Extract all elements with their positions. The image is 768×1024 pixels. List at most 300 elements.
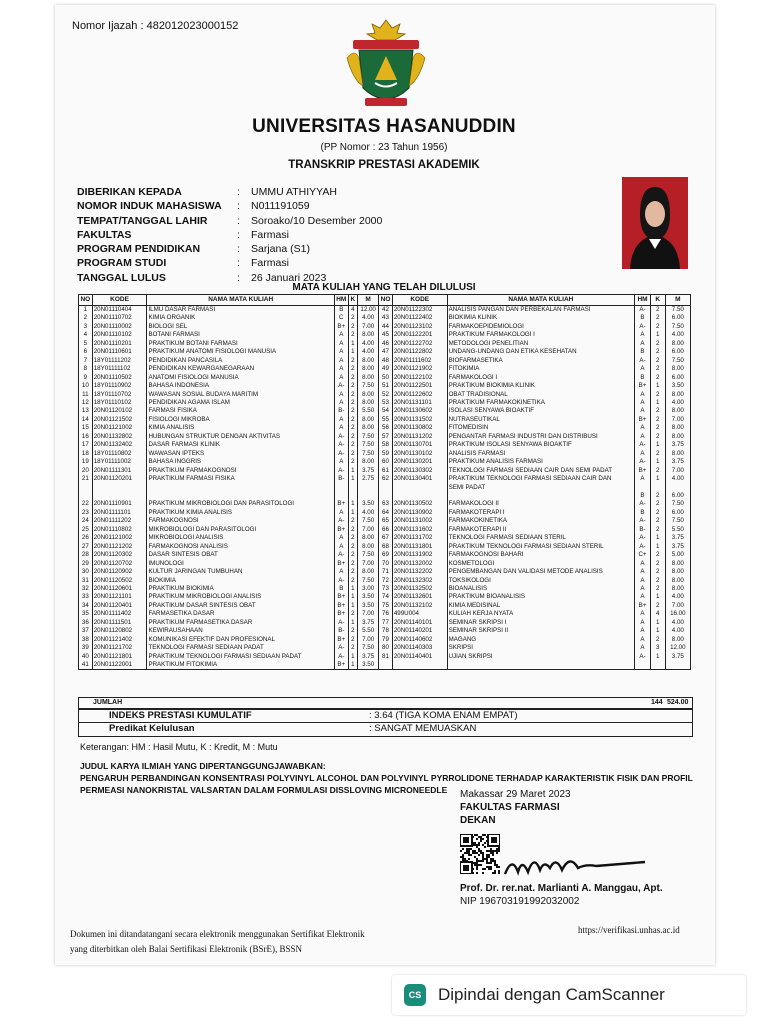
table-cell: FARMAKOLOGI II xyxy=(447,500,634,508)
table-cell: A xyxy=(334,458,348,466)
table-cell: 2 xyxy=(348,577,357,585)
table-cell: 3.75 xyxy=(358,467,379,475)
table-cell: 60 xyxy=(379,458,393,466)
table-cell: A xyxy=(635,644,651,652)
table-cell: ANALISIS FARMASI xyxy=(447,450,634,458)
table-cell: A xyxy=(635,365,651,373)
column-header: K xyxy=(650,295,665,306)
table-cell: A- xyxy=(635,357,651,365)
table-cell: 2 xyxy=(348,534,357,542)
table-cell: MIKROBIOLOGI DAN PARASITOLOGI xyxy=(147,526,334,534)
table-cell xyxy=(665,484,690,492)
table-cell: 6.00 xyxy=(665,374,690,382)
info-colon: : xyxy=(237,243,240,256)
table-cell: FARMAKOTERAPI I xyxy=(447,509,634,517)
table-cell: A- xyxy=(334,441,348,449)
table-cell: A xyxy=(635,585,651,593)
info-label: DIBERIKAN KEPADA xyxy=(77,186,182,198)
table-row xyxy=(79,340,691,348)
table-cell xyxy=(392,484,447,492)
table-cell: PRAKTIKUM TEKNOLOGI FARMASI SEDIAAN CAIR DAN xyxy=(447,475,634,483)
table-cell: KOSMETOLOGI xyxy=(447,560,634,568)
table-cell: 7.50 xyxy=(358,433,379,441)
table-cell: FARMAKOGNOSI ANALISIS xyxy=(147,543,334,551)
table-cell: 52 xyxy=(379,391,393,399)
table-cell: 50 xyxy=(379,374,393,382)
table-row xyxy=(79,484,691,492)
student-info-row xyxy=(77,215,382,229)
footer-note xyxy=(70,927,365,957)
table-cell: 8.00 xyxy=(358,374,379,382)
document-title: TRANSKRIP PRESTASI AKADEMIK xyxy=(288,159,480,171)
table-cell: PRAKTIKUM DASAR SINTESIS OBAT xyxy=(147,602,334,610)
table-cell: 1 xyxy=(348,475,357,483)
table-cell: 8.00 xyxy=(665,450,690,458)
table-cell: 45 xyxy=(379,331,393,339)
dean-nip: NIP 196703191992032002 xyxy=(460,896,580,907)
table-cell: 20N01111101 xyxy=(92,509,147,517)
table-cell: A- xyxy=(334,653,348,661)
table-row xyxy=(79,551,691,559)
table-cell: 20N01110802 xyxy=(92,526,147,534)
table-row xyxy=(79,509,691,517)
table-cell: BIOANALISIS xyxy=(447,585,634,593)
table-cell: 8.00 xyxy=(665,585,690,593)
table-cell: C xyxy=(334,314,348,322)
info-value: 26 Januari 2023 xyxy=(251,271,327,284)
table-cell: 2 xyxy=(348,627,357,635)
info-label: PROGRAM PENDIDIKAN xyxy=(77,243,201,256)
table-cell: A xyxy=(635,475,651,483)
table-cell: IMUNOLOGI xyxy=(147,560,334,568)
table-cell: 7.50 xyxy=(358,450,379,458)
table-cell: PRAKTIKUM TEKNOLOGI FARMASI SEDIAAN PADAT xyxy=(147,653,334,661)
table-cell: 2 xyxy=(348,560,357,568)
table-cell: 12.00 xyxy=(665,644,690,652)
table-cell: PENDIDIKAN KEWARGANEGARAAN xyxy=(147,365,334,373)
table-cell: 20N01110002 xyxy=(92,323,147,331)
table-cell: 1 xyxy=(348,585,357,593)
table-cell: PRAKTIKUM TEKNOLOGI FARMASI SEDIAAN STERIL xyxy=(447,543,634,551)
table-cell: 18Y01110102 xyxy=(92,399,147,407)
table-cell: SKRIPSI xyxy=(447,644,634,652)
table-cell: 2 xyxy=(650,340,665,348)
table-row xyxy=(79,416,691,424)
table-cell: A xyxy=(635,619,651,627)
table-cell: A- xyxy=(635,543,651,551)
verification-url[interactable]: https://verifikasi.unhas.ac.id xyxy=(578,925,680,935)
table-cell: PRAKTIKUM FITOKIMIA xyxy=(147,661,334,670)
table-cell: 2 xyxy=(650,636,665,644)
table-cell: 68 xyxy=(379,543,393,551)
table-cell: 5.50 xyxy=(358,407,379,415)
table-cell: 4.00 xyxy=(665,593,690,601)
table-cell xyxy=(392,492,447,500)
table-cell: PRAKTIKUM MIKROBIOLOGI ANALISIS xyxy=(147,593,334,601)
table-cell: 2 xyxy=(650,424,665,432)
info-colon: : xyxy=(237,200,240,213)
table-cell: 4.00 xyxy=(665,399,690,407)
table-row xyxy=(79,314,691,322)
table-cell: BIOLOGI SEL xyxy=(147,323,334,331)
keterangan: Keterangan: HM : Hasil Mutu, K : Kredit, M : Mutu xyxy=(80,742,278,752)
table-cell: 20N01140401 xyxy=(392,653,447,661)
table-cell: 20N01130502 xyxy=(392,500,447,508)
table-cell: 20N01121002 xyxy=(92,534,147,542)
table-cell: 1 xyxy=(650,475,665,483)
table-cell: 20N01131602 xyxy=(392,526,447,534)
table-cell: 1 xyxy=(348,661,357,670)
table-cell: 7.50 xyxy=(358,517,379,525)
table-row xyxy=(79,610,691,618)
table-cell: 40 xyxy=(79,653,93,661)
table-cell: ISOLASI SENYAWA BIOAKTIF xyxy=(447,407,634,415)
table-cell: 7.50 xyxy=(665,323,690,331)
table-cell: 2 xyxy=(650,560,665,568)
table-cell xyxy=(348,492,357,500)
table-cell: 2 xyxy=(79,314,93,322)
predikat-label: Predikat Kelulusan xyxy=(109,723,195,734)
table-cell: 2 xyxy=(348,399,357,407)
table-cell: 20N01122602 xyxy=(392,391,447,399)
table-cell xyxy=(665,661,690,670)
table-cell: FITOKIMIA xyxy=(447,365,634,373)
table-cell: 49 xyxy=(379,365,393,373)
table-cell xyxy=(650,484,665,492)
table-cell: A xyxy=(635,593,651,601)
table-cell: 5.50 xyxy=(665,526,690,534)
table-cell: 2 xyxy=(650,365,665,373)
table-cell: 8.00 xyxy=(358,424,379,432)
table-cell: 2 xyxy=(650,526,665,534)
table-cell: 7.00 xyxy=(358,560,379,568)
table-cell: BIOFARMASETIKA xyxy=(447,357,634,365)
table-cell: 17 xyxy=(79,441,93,449)
table-cell xyxy=(379,661,393,670)
table-cell: 8.00 xyxy=(665,433,690,441)
table-cell: A xyxy=(635,340,651,348)
table-cell: PENDIDIKAN PANCASILA xyxy=(147,357,334,365)
table-row xyxy=(79,475,691,483)
table-cell: 58 xyxy=(379,441,393,449)
table-cell: 20N01110901 xyxy=(92,500,147,508)
table-cell: PRAKTIKUM BIOANALISIS xyxy=(447,593,634,601)
table-cell: A xyxy=(334,399,348,407)
table-cell: 2 xyxy=(650,391,665,399)
table-cell: 65 xyxy=(379,517,393,525)
table-cell: PENDIDIKAN AGAMA ISLAM xyxy=(147,399,334,407)
table-cell: PENGEMBANGAN DAN VALIDASI METODE ANALISIS xyxy=(447,568,634,576)
table-row xyxy=(79,602,691,610)
table-cell: B+ xyxy=(334,602,348,610)
student-info xyxy=(77,186,382,286)
table-cell: A- xyxy=(635,517,651,525)
table-cell: A- xyxy=(635,306,651,315)
table-cell: 18Y01110702 xyxy=(92,391,147,399)
table-cell: 20N01122102 xyxy=(392,374,447,382)
table-cell: 2 xyxy=(650,467,665,475)
table-cell: 1 xyxy=(348,593,357,601)
table-cell: 36 xyxy=(79,619,93,627)
column-header: NO xyxy=(79,295,93,306)
table-cell: 20N01111202 xyxy=(92,517,147,525)
table-cell: UNDANG-UNDANG DAN ETIKA KESEHATAN xyxy=(447,348,634,356)
table-cell: 1 xyxy=(650,458,665,466)
table-row xyxy=(79,534,691,542)
table-cell: A xyxy=(334,357,348,365)
table-cell: 20N01122201 xyxy=(392,331,447,339)
table-cell: 8.00 xyxy=(358,534,379,542)
table-cell: 2 xyxy=(348,323,357,331)
table-cell: ILMU DASAR FARMASI xyxy=(147,306,334,315)
table-cell: PRAKTIKUM BIOKIMIA xyxy=(147,585,334,593)
table-cell: 78 xyxy=(379,627,393,635)
table-cell: B+ xyxy=(635,382,651,390)
table-cell: 2 xyxy=(348,636,357,644)
table-cell: 16.00 xyxy=(665,610,690,618)
table-cell: 2 xyxy=(650,509,665,517)
table-cell: WAWASAN IPTEKS xyxy=(147,450,334,458)
table-cell: 47 xyxy=(379,348,393,356)
table-cell: 20N01131202 xyxy=(392,433,447,441)
table-row xyxy=(79,492,691,500)
table-cell: 53 xyxy=(379,399,393,407)
table-cell: 48 xyxy=(379,357,393,365)
table-cell: A xyxy=(635,568,651,576)
table-cell xyxy=(650,661,665,670)
table-cell: 77 xyxy=(379,619,393,627)
table-cell: A xyxy=(334,340,348,348)
table-cell: 20N01110502 xyxy=(92,374,147,382)
table-cell: OBAT TRADISIONAL xyxy=(447,391,634,399)
table-cell: 20N01132601 xyxy=(392,593,447,601)
table-cell: 1 xyxy=(650,441,665,449)
table-cell: SEMI PADAT xyxy=(447,484,634,492)
table-cell: 2 xyxy=(650,374,665,382)
table-cell: DASAR FARMASI KLINIK xyxy=(147,441,334,449)
table-cell xyxy=(79,492,93,500)
table-cell: 2 xyxy=(650,517,665,525)
table-cell: 7.00 xyxy=(358,526,379,534)
table-cell: 3.75 xyxy=(665,534,690,542)
table-cell: A- xyxy=(334,577,348,585)
student-info-row xyxy=(77,229,382,243)
table-cell: 3.75 xyxy=(665,441,690,449)
table-row xyxy=(79,323,691,331)
table-cell: A- xyxy=(334,433,348,441)
table-cell: 42 xyxy=(379,306,393,315)
table-cell: 20N01120502 xyxy=(92,577,147,585)
table-cell: SEMINAR SKRIPSI II xyxy=(447,627,634,635)
table-cell: 37 xyxy=(79,627,93,635)
info-colon: : xyxy=(237,257,240,270)
table-cell: PRAKTIKUM KIMIA ANALISIS xyxy=(147,509,334,517)
table-cell: 2 xyxy=(650,416,665,424)
table-cell: 2 xyxy=(650,602,665,610)
table-row xyxy=(79,441,691,449)
table-row xyxy=(79,627,691,635)
table-cell: 28 xyxy=(79,551,93,559)
table-cell: 75 xyxy=(379,602,393,610)
predikat-value: : SANGAT MEMUASKAN xyxy=(369,723,477,734)
table-cell: A xyxy=(635,610,651,618)
table-cell: 20N01121202 xyxy=(92,543,147,551)
thesis-title: PENGARUH PERBANDINGAN KONSENTRASI POLYVINYL ALCOHOL DAN POLYVINYL PYRROLIDONE TERHADAP KARAKTERISTIK FISIK DAN PROFIL PERMEASI NANOKRISTAL VALSARTAN DALAM FORMULASI DISSLOVING MICRONEEDLE xyxy=(80,773,693,795)
table-cell: 8.00 xyxy=(665,568,690,576)
table-cell: B+ xyxy=(334,560,348,568)
table-cell: BIOKIMIA KLINIK xyxy=(447,314,634,322)
sign-role: DEKAN xyxy=(460,815,496,826)
table-cell: A- xyxy=(635,323,651,331)
table-row xyxy=(79,450,691,458)
table-cell: FARMAKOGNOSI BAHARI xyxy=(447,551,634,559)
table-cell: 38 xyxy=(79,636,93,644)
column-header: M xyxy=(665,295,690,306)
student-info-row xyxy=(77,200,382,214)
table-cell: 499U004 xyxy=(392,610,447,618)
table-cell: FARMAKOEPIDEMIOLOGI xyxy=(447,323,634,331)
table-cell: PRAKTIKUM BIOKIMIA KLINIK xyxy=(447,382,634,390)
dean-name: Prof. Dr. rer.nat. Marlianti A. Manggau, Apt. xyxy=(460,883,663,894)
table-cell: PRAKTIKUM FARMASETIKA DASAR xyxy=(147,619,334,627)
jumlah-label: JUMLAH xyxy=(93,699,123,706)
table-cell: 2 xyxy=(650,492,665,500)
table-cell: 12 xyxy=(79,399,93,407)
table-cell: BAHASA INGGRIS xyxy=(147,458,334,466)
table-cell: 4 xyxy=(79,331,93,339)
table-cell: 66 xyxy=(379,526,393,534)
table-cell: 8.00 xyxy=(665,636,690,644)
table-cell: 51 xyxy=(379,382,393,390)
table-cell: B+ xyxy=(334,323,348,331)
table-cell: 10 xyxy=(79,382,93,390)
table-cell: 23 xyxy=(79,509,93,517)
table-cell: 1 xyxy=(348,348,357,356)
nomor-ijazah: Nomor Ijazah : 482012023000152 xyxy=(72,20,239,32)
table-cell: 3.75 xyxy=(358,619,379,627)
sign-place-date: Makassar 29 Maret 2023 xyxy=(460,789,571,800)
table-cell: A- xyxy=(635,653,651,661)
table-row xyxy=(79,644,691,652)
table-row xyxy=(79,585,691,593)
table-cell: 1 xyxy=(650,399,665,407)
table-cell: 8 xyxy=(79,365,93,373)
table-cell xyxy=(92,492,147,500)
table-cell: 3.50 xyxy=(358,661,379,670)
table-cell: 20N01132102 xyxy=(392,602,447,610)
table-cell: 8.00 xyxy=(358,458,379,466)
table-cell xyxy=(447,661,634,670)
table-cell: 63 xyxy=(379,500,393,508)
table-cell: 31 xyxy=(79,577,93,585)
table-cell: B- xyxy=(334,475,348,483)
table-cell: 4.00 xyxy=(665,619,690,627)
jumlah-k: 144 xyxy=(651,699,663,706)
table-cell xyxy=(334,484,348,492)
table-cell: 2 xyxy=(650,323,665,331)
table-cell: 20N01130102 xyxy=(392,450,447,458)
table-cell: A xyxy=(635,450,651,458)
table-cell: 5.00 xyxy=(665,551,690,559)
table-cell: 8.00 xyxy=(665,577,690,585)
table-cell: 9 xyxy=(79,374,93,382)
table-cell: 20N01110702 xyxy=(92,314,147,322)
table-cell: 26 xyxy=(79,534,93,542)
table-cell: B+ xyxy=(334,593,348,601)
table-row xyxy=(79,357,691,365)
table-cell: 1 xyxy=(348,509,357,517)
table-cell xyxy=(92,484,147,492)
table-cell: 2 xyxy=(650,551,665,559)
table-cell: A xyxy=(635,407,651,415)
table-cell: 64 xyxy=(379,509,393,517)
table-cell: 3 xyxy=(650,644,665,652)
table-cell: 79 xyxy=(379,636,393,644)
table-cell: B+ xyxy=(334,500,348,508)
table-cell: MAGANG xyxy=(447,636,634,644)
table-cell: 20N01111602 xyxy=(392,357,447,365)
table-cell: WAWASAN SOSIAL BUDAYA MARITIM xyxy=(147,391,334,399)
signature-block xyxy=(460,788,571,827)
table-cell: 8.00 xyxy=(358,568,379,576)
info-value: N011191059 xyxy=(251,200,310,213)
table-cell: A xyxy=(334,424,348,432)
table-cell: 8.00 xyxy=(358,416,379,424)
table-cell: 2 xyxy=(348,365,357,373)
table-cell: KULIAH KERJA NYATA xyxy=(447,610,634,618)
table-cell: 80 xyxy=(379,644,393,652)
table-cell: 1 xyxy=(650,593,665,601)
table-cell: 20N01140602 xyxy=(392,636,447,644)
table-cell: FARMASI FISIKA xyxy=(147,407,334,415)
table-row xyxy=(79,467,691,475)
info-value: Farmasi xyxy=(251,257,289,270)
table-cell: 20N01110201 xyxy=(92,340,147,348)
table-cell: 20N01132302 xyxy=(392,577,447,585)
table-cell: 1 xyxy=(650,653,665,661)
table-cell: 20N01132202 xyxy=(392,568,447,576)
table-cell xyxy=(334,492,348,500)
table-cell: 8.00 xyxy=(665,407,690,415)
table-cell xyxy=(635,661,651,670)
table-cell: B xyxy=(635,374,651,382)
table-cell: 7.00 xyxy=(665,467,690,475)
table-cell: 20N01120102 xyxy=(92,407,147,415)
table-cell: B xyxy=(635,509,651,517)
table-cell: FARMAKOTERAPI II xyxy=(447,526,634,534)
table-cell: PRAKTIKUM MIKROBIOLOGI DAN PARASITOLOGI xyxy=(147,500,334,508)
table-cell: PRAKTIKUM FARMASI FISIKA xyxy=(147,475,334,483)
table-cell: B- xyxy=(334,407,348,415)
table-cell: A- xyxy=(334,467,348,475)
table-cell: 18Y01111002 xyxy=(92,458,147,466)
table-cell: 7.00 xyxy=(358,610,379,618)
info-label: FAKULTAS xyxy=(77,228,132,241)
table-cell: 20N01131801 xyxy=(392,543,447,551)
table-cell: 4 xyxy=(348,306,357,315)
table-cell: 20N01120902 xyxy=(92,568,147,576)
table-cell: 21 xyxy=(79,475,93,483)
sign-faculty: FAKULTAS FARMASI xyxy=(460,802,560,813)
table-cell: 1 xyxy=(650,619,665,627)
table-cell: 20N01131502 xyxy=(392,416,447,424)
table-cell: ANATOMI FISIOLOGI MANUSIA xyxy=(147,374,334,382)
table-cell: A xyxy=(334,391,348,399)
table-cell: 2 xyxy=(348,441,357,449)
table-cell: 4.00 xyxy=(358,340,379,348)
camscanner-text: Dipindai dengan CamScanner xyxy=(438,985,665,1004)
table-cell: 81 xyxy=(379,653,393,661)
